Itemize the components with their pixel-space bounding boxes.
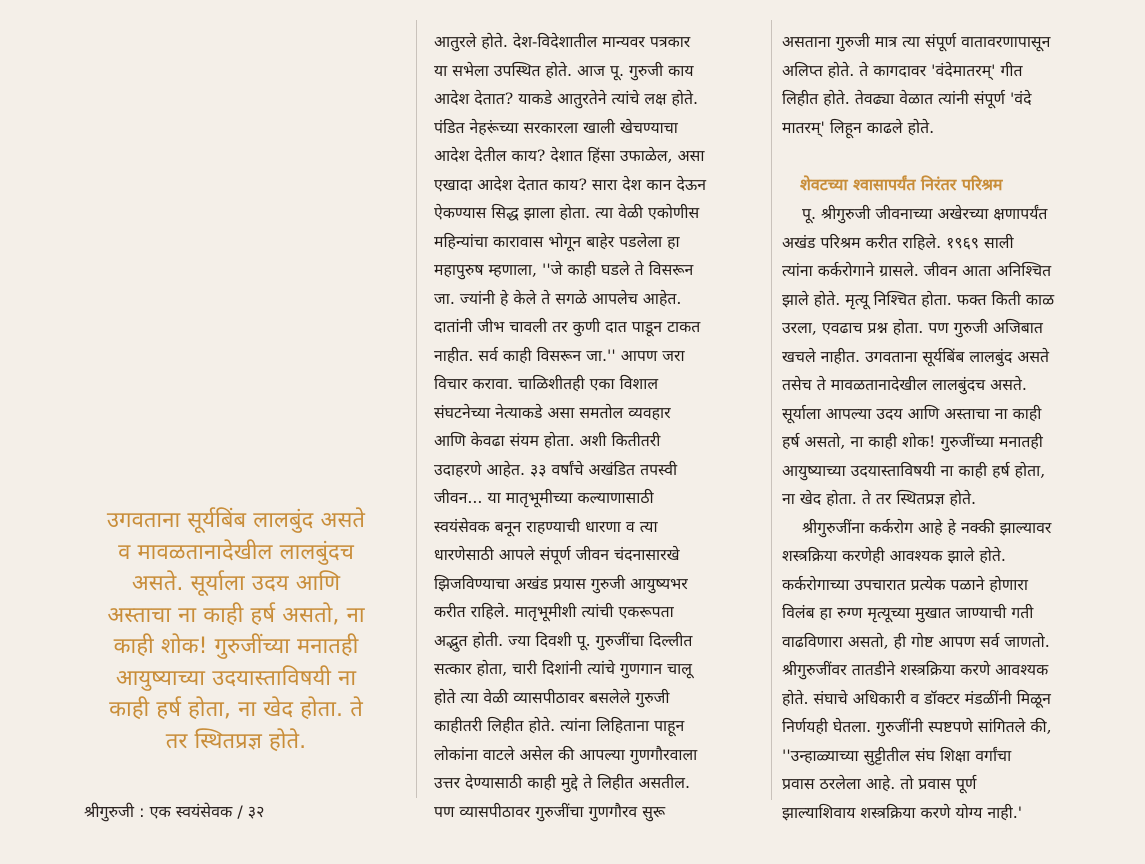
right-text-column <box>782 28 1134 827</box>
text-line: अलिप्त होते. ते कागदावर 'वंदेमातरम्' गीत <box>782 60 1023 80</box>
text-line: असताना गुरुजी मात्र त्या संपूर्ण वातावरणापासून <box>782 32 1051 51</box>
text-line: उरला, एवढाच प्रश्न होता. पण गुरुजी अजिबात <box>782 318 1043 337</box>
text-line: श्रीगुरुजींवर तातडीने शस्त्रक्रिया करणे आवश्यक <box>782 660 1049 679</box>
pull-quote-line: आयुष्याच्या उदयास्ताविषयी ना <box>115 665 357 691</box>
text-line: श्रीगुरुजींना कर्करोग आहे हे नक्की झाल्यावर <box>802 517 1052 537</box>
text-line: होते. संघाचे अधिकारी व डॉक्टर मंडळींनी मिळून <box>782 688 1051 708</box>
text-line: महापुरुष म्हणाला, ''जे काही घडले ते विसरून <box>434 260 694 279</box>
pull-quote-line: अस्ताचा ना काही हर्ष असतो, ना <box>107 602 365 628</box>
text-line: होते त्या वेळी व्यासपीठावर बसलेले गुरुजी <box>434 687 670 707</box>
text-line: लिहीत होते. तेवढ्या वेळात त्यांनी संपूर्ण 'वंदे <box>782 89 1032 108</box>
text-line: आदेश देतात? याकडे आतुरतेने त्यांचे लक्ष होते. <box>434 89 698 108</box>
text-line: स्वयंसेवक बनून राहण्याची धारणा व त्या <box>434 516 658 536</box>
text-line: वाढविणारा असतो, ही गोष्ट आपण सर्व जाणतो. <box>782 631 1050 651</box>
text-line: आतुरले होते. देश-विदेशातील मान्यवर पत्रकार <box>434 32 691 51</box>
pull-quote <box>70 505 402 757</box>
text-line: ना खेद होता. ते तर स्थितप्रज्ञ होते. <box>782 489 977 508</box>
text-line: कर्करोगाच्या उपचारात प्रत्येक पळाने होणारा <box>782 574 1028 594</box>
text-line: करीत राहिले. मातृभूमीशी त्यांची एकरूपता <box>434 602 674 621</box>
text-line: ''उन्हाळ्याच्या सुट्टीतील संघ शिक्षा वर्गांचा <box>782 745 1012 765</box>
text-line: उदाहरणे आहेत. ३३ वर्षांचे अखंडित तपस्वी <box>434 459 678 479</box>
text-line: नाहीत. सर्व काही विसरून जा.'' आपण जरा <box>434 345 685 365</box>
text-line: शस्त्रक्रिया करणेही आवश्यक झाले होते. <box>782 546 1006 565</box>
text-line: अद्भुत होती. ज्या दिवशी पू. गुरुजींचा दिल्लीत <box>434 630 693 650</box>
text-line: पण व्यासपीठावर गुरुजींचा गुणगौरव सुरू <box>434 801 666 821</box>
text-line: झिजविण्याचा अखंड प्रयास गुरुजी आयुष्यभर <box>434 573 688 593</box>
text-line: ऐकण्यास सिद्ध झाला होता. त्या वेळी एकोणीस <box>434 203 700 222</box>
text-line: एखादा आदेश देतात काय? सारा देश कान देऊन <box>434 174 706 194</box>
column-divider-right <box>771 20 772 800</box>
text-line: महिन्यांचा कारावास भोगून बाहेर पडलेला हा <box>434 231 680 251</box>
pull-quote-line: तर स्थितप्रज्ञ होते. <box>165 728 307 754</box>
pull-quote-line: काही हर्ष होता, ना खेद होता. ते <box>109 697 363 722</box>
text-line: जा. ज्यांनी हे केले ते सगळे आपलेच आहेत. <box>434 288 682 308</box>
pull-quote-line: व मावळतानादेखील लालबुंदच <box>118 539 354 565</box>
page-footer: श्रीगुरुजी : एक स्वयंसेवक / ३२ <box>84 802 265 821</box>
text-line: लोकांना वाटले असेल की आपल्या गुणगौरवाला <box>434 744 698 764</box>
pull-quote-line: उगवताना सूर्यबिंब लालबुंद असते <box>106 508 366 533</box>
text-line: विचार करावा. चाळिशीतही एका विशाल <box>434 374 659 393</box>
text-line: त्यांना कर्करोगाने ग्रासले. जीवन आता अनिश्चित <box>782 261 1052 280</box>
text-line: पंडित नेहरूंच्या सरकारला खाली खेचण्याचा <box>434 117 678 137</box>
text-line: पू. श्रीगुरुजी जीवनाच्या अखेरच्या क्षणापर्यंत <box>802 204 1048 223</box>
text-line: धारणेसाठी आपले संपूर्ण जीवन चंदनासारखे <box>434 545 680 564</box>
text-line: विलंब हा रुग्ण मृत्यूच्या मुखात जाण्याची गती <box>782 603 1034 622</box>
text-line: निर्णयही घेतला. गुरुजींनी स्पष्टपणे सांगितले की, <box>782 717 1052 736</box>
text-line: अखंड परिश्रम करीत राहिले. १९६९ साली <box>782 232 1014 252</box>
middle-text-column <box>434 28 756 826</box>
text-line: मातरम्' लिहून काढले होते. <box>782 117 935 137</box>
text-line: जीवन... या मातृभूमीच्या कल्याणासाठी <box>434 488 654 507</box>
text-line: आयुष्याच्या उदयास्ताविषयी ना काही हर्ष होता, <box>782 460 1046 480</box>
text-line: तसेच ते मावळतानादेखील लालबुंदच असते. <box>782 375 1027 394</box>
text-line: झाले होते. मृत्यू निश्चित होता. फक्त किती काळ <box>782 289 1055 309</box>
text-line: झाल्याशिवाय शस्त्रक्रिया करणे योग्य नाही.' <box>782 802 1023 822</box>
section-heading: शेवटच्या श्वासापर्यंत निरंतर परिश्रम <box>800 175 1003 194</box>
text-line: या सभेला उपस्थित होते. आज पू. गुरुजी काय <box>434 60 694 80</box>
text-line: संघटनेच्या नेत्याकडे असा समतोल व्यवहार <box>434 402 671 422</box>
text-line: दातांनी जीभ चावली तर कुणी दात पाडून टाकत <box>434 317 701 336</box>
text-line: सत्कार होता, चारी दिशांनी त्यांचे गुणगान चालू <box>434 659 692 678</box>
text-line: हर्ष असतो, ना काही शोक! गुरुजींच्या मनातही <box>782 432 1043 451</box>
text-line: काहीतरी लिहीत होते. त्यांना लिहिताना पाहून <box>434 716 685 735</box>
text-line: उत्तर देण्यासाठी काही मुद्दे ते लिहीत असतील. <box>434 773 691 792</box>
text-line: खचले नाहीत. उगवताना सूर्यबिंब लालबुंद असते <box>782 346 1050 366</box>
pull-quote-line: असते. सूर्याला उदय आणि <box>131 571 341 596</box>
column-divider-left <box>416 20 417 798</box>
text-line: आदेश देतील काय? देशात हिंसा उफाळेल, असा <box>434 146 705 165</box>
text-line: सूर्याला आपल्या उदय आणि अस्ताचा ना काही <box>782 403 1042 423</box>
text-line: प्रवास ठरलेला आहे. तो प्रवास पूर्ण <box>782 774 977 793</box>
text-line: आणि केवढा संयम होता. अशी कितीतरी <box>434 431 661 450</box>
pull-quote-line: काही शोक! गुरुजींच्या मनातही <box>113 634 359 659</box>
